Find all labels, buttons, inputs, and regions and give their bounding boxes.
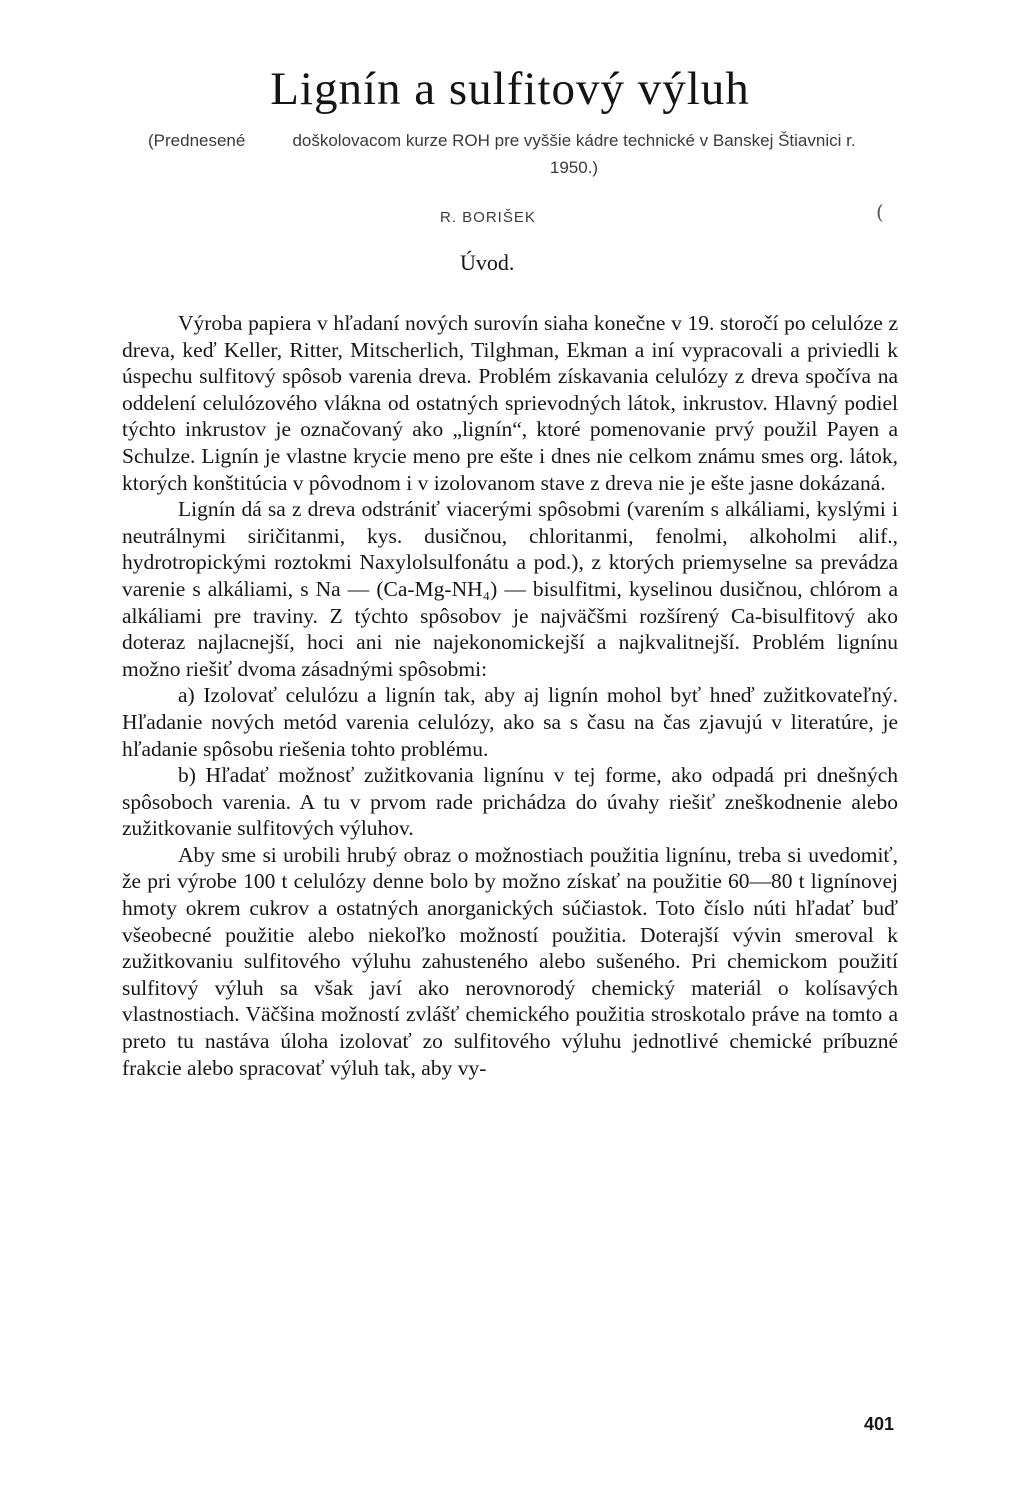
- article-title: Lignín a sulfitový výluh: [270, 63, 750, 115]
- page-number: 401: [864, 1414, 895, 1434]
- body-text: [122, 310, 898, 1081]
- paragraph-option-a: a) Izolovať celulózu a lignín tak, aby aj lignín mohol byť hneď zužitkovateľný. Hľadanie nových metód varenia celulózy, ako sa s času na čas zjavujú v literatúre, je hľadanie spôsobu riešenia tohto problému.: [122, 683, 898, 761]
- paragraph-usage: Aby sme si urobili hrubý obraz o možnostiach použitia lignínu, treba si uvedomiť, že pri výrobe 100 t celulózy denne bolo by možno získať na použitie 60—80 t lignínovej hmoty okrem cukrov a ostatných anorganických súčiastok. Toto číslo núti hľadať buď všeobecné použitie alebo niekoľko možností použitia. Doterajší vývin smeroval k zužitkovaniu sulfitového výluhu zahusteného alebo sušeného. Pri chemickom použití sulfitový výluh sa však javí ako nerovnorodý chemický materiál o kolísavých vlastnostiach. Väčšina možností zvlášť chemického použitia stroskotalo práve na tomto a preto tu nastáva úloha izolovať zo sulfitového výluhu jednotlivé chemické príbuzné frakcie alebo spracovať výluh tak, aby vy-: [122, 842, 898, 1080]
- subtitle-text: doškolovacom kurze ROH pre vyššie kádre technické v Banskej Štiavnici r. 1950.): [292, 131, 856, 177]
- paragraph-methods: Lignín dá sa z dreva odstrániť viacerými spôsobmi (varením s alkáliami, kyslými i neutrálnymi siričitanmi, kys. dusičnou, chloritanmi, fenolmi, alkoholmi alif., hydrotropickými roztokmi Naxylolsulfonátu a pod.), z ktorých priemyselne sa prevádza varenie s alkáliami, s Na — (Ca-Mg-NH₄) — bisulfitmi, kyselinou dusičnou, chlórom a alkáliami pre traviny. Z týchto spôsobov je najväčšmi rozšírený Ca-bisulfitový ako doteraz najlacnejší, hoci ani nie najekonomickejší a najkvalitnejší. Problém lignínu možno riešiť dvoma zásadnými spôsobmi:: [122, 497, 898, 681]
- paragraph-option-b: b) Hľadať možnosť zužitkovania lignínu v tej forme, ako odpadá pri dnešných spôsoboch varenia. A tu v prvom rade prichádza do úvahy riešiť zneškodnenie alebo zužitkovanie sulfitových výluhov.: [122, 763, 898, 841]
- author-name: R. BORIŠEK: [440, 209, 536, 226]
- subtitle-prefix: (Prednesené: [148, 131, 246, 150]
- margin-mark: (: [876, 200, 884, 224]
- section-heading: Úvod.: [460, 250, 515, 275]
- paragraph-intro: Výroba papiera v hľadaní nových surovín siaha konečne v 19. storočí po celulóze z dreva, keď Keller, Ritter, Mitscherlich, Tilghman, Ekman a iní vypracovali a priviedli k úspechu sulfitový spôsob varenia dreva. Problém získavania celulózy z dreva spočíva na oddelení celulózového vlákna od ostatných sprievodných látok, inkrustov. Hlavný podiel týchto inkrustov je označovaný ako „lignín“, ktoré pomenovanie prvý použil Payen a Schulze. Lignín je vlastne krycie meno pre ešte i dnes nie celkom známu smes org. látok, ktorých konštitúcia v pôvodnom i v izolovanom stave z dreva nie je ešte jasne dokázaná.: [122, 311, 898, 495]
